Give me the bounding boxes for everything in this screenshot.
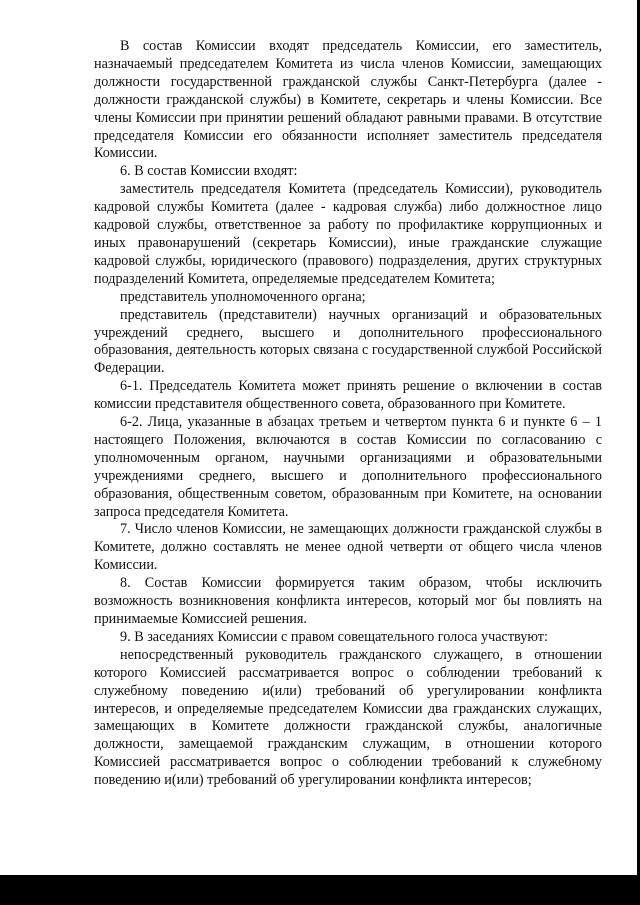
paragraph-9: 9. В заседаниях Комиссии с правом совещательного голоса участвуют: — [120, 628, 548, 645]
paragraph-6-1: 6-1. Председатель Комитета может принять решение о включении в состав комиссии представителя общественного совета, образованного при Комитете. — [94, 378, 602, 413]
paragraph-6-deputy-chairman: заместитель председателя Комитета (председатель Комиссии), руководитель кадровой службы Комитета (далее - кадровая служба) либо должностное лицо кадровой службы, ответственное за работу по профилактике коррупционных и иных правонарушений (секретарь Комиссии), иные гражданские служащие кадровой службы, юридического (правового) подразделения, других структурных подразделений Комитета, определяемые председателем Комитета; — [94, 181, 602, 287]
paragraph-7: 7. Число членов Комиссии, не замещающих должности гражданской службы в Комитете, должно составлять не менее одной четверти от общего числа членов Комиссии. — [94, 521, 602, 574]
paragraph-5-composition: В состав Комиссии входят председатель Комиссии, его заместитель, назначаемый председателем Комитета из числа членов Комиссии, замещающих должности государственной гражданской службы Санкт-Петербурга (далее - должности гражданской службы) в Комитете, секретарь и члены Комиссии. Все члены Комиссии при принятии решений обладают равными правами. В отсутствие председателя Комиссии его обязанности исполняет заместитель председателя Комиссии. — [94, 38, 602, 162]
scan-edge-bottom — [0, 875, 640, 905]
paragraph-9-participants: непосредственный руководитель гражданского служащего, в отношении которого Комиссией рассматривается вопрос о соблюдении требований к служебному поведению и(или) требований об урегулировании конфликта интересов, и определяемые председателем Комиссии два гражданских служащих, замещающих в Комитете должности гражданской службы, аналогичные должности, замещаемой гражданским служащим, в отношении которого Комиссией рассматривается вопрос о соблюдении требований к служебному поведению и(или) требований об урегулировании конфликта интересов; — [94, 646, 602, 789]
paragraph-6-authorized-representative: представитель уполномоченного органа; — [120, 288, 366, 305]
paragraph-6-heading: 6. В состав Комиссии входят: — [120, 163, 298, 180]
paragraph-8: 8. Состав Комиссии формируется таким образом, чтобы исключить возможность возникновения конфликта интересов, который мог бы повлиять на принимаемые Комиссией решения. — [94, 575, 602, 627]
paragraph-6-science-representatives: представитель (представители) научных организаций и образовательных учреждений среднего, высшего и дополнительного профессионального образования, деятельность которых связана с государственной службой Российской Федерации. — [94, 306, 602, 377]
paragraph-6-2: 6-2. Лица, указанные в абзацах третьем и четвертом пункта 6 и пункте 6 – 1 настоящего Положения, включаются в состав Комиссии по согласованию с уполномоченным органом, научными организациями и образовательными учреждениями среднего, высшего и дополнительного профессионального образования, общественным советом, образованным при Комитете, на основании запроса председателя Комитета. — [94, 414, 602, 520]
document-body — [94, 38, 602, 790]
